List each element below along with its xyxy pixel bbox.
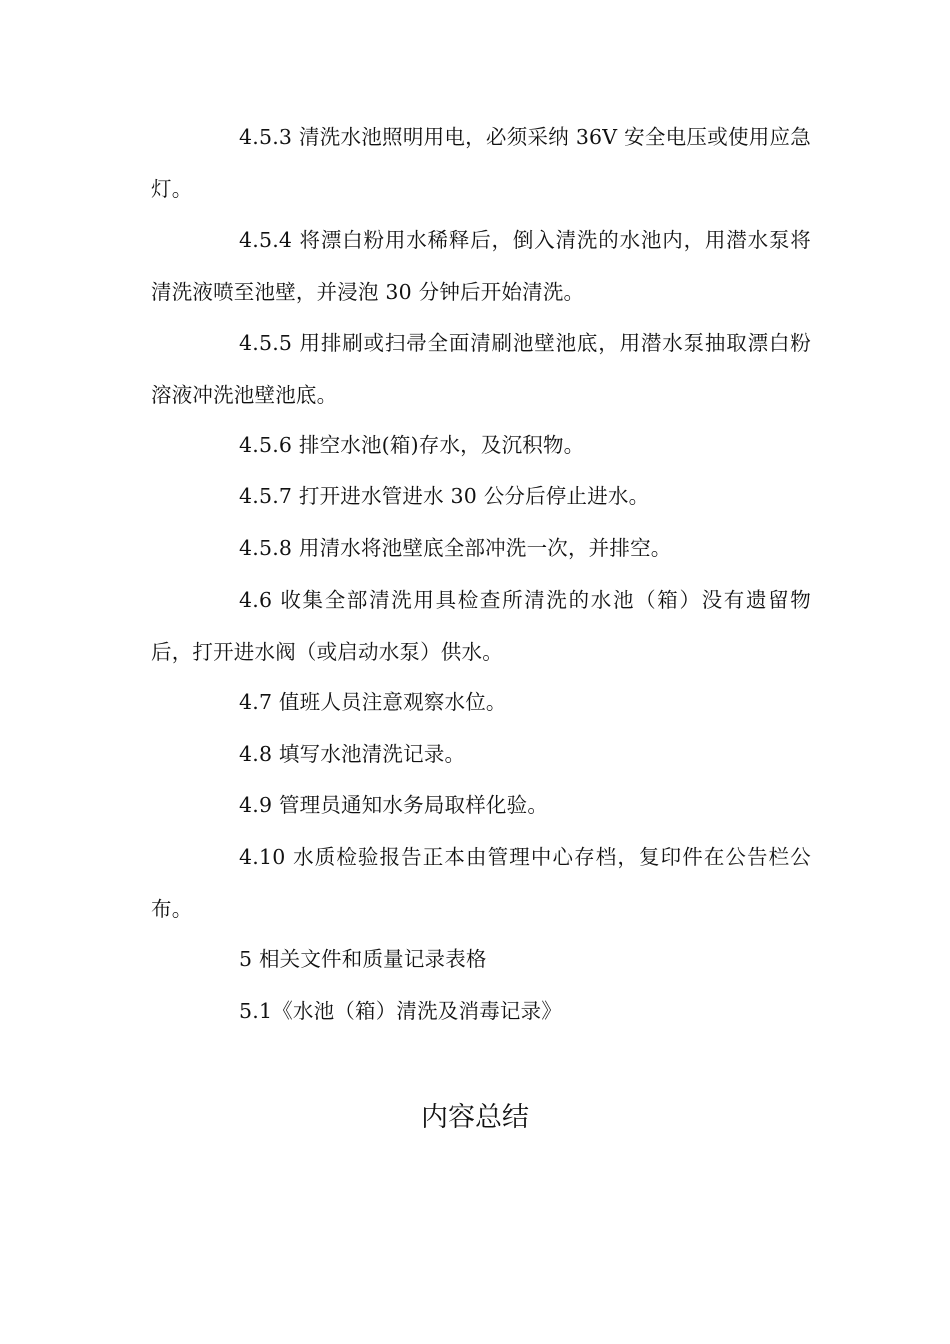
- section-heading-5: 5 相关文件和质量记录表格: [239, 947, 487, 971]
- paragraph-4-7: 4.7 值班人员注意观察水位。: [239, 690, 507, 714]
- paragraph-4-5-4: 4.5.4 将漂白粉用水稀释后，倒入清洗的水池内，用潜水泵将清洗液喷至池壁，并浸泡 30 分钟后开始清洗。: [151, 228, 811, 304]
- paragraph-4-5-7: 4.5.7 打开进水管进水 30 公分后停止进水。: [239, 484, 650, 508]
- paragraph-4-9: 4.9 管理员通知水务局取样化验。: [239, 793, 549, 817]
- paragraph-4-8: 4.8 填写水池清洗记录。: [239, 742, 466, 766]
- paragraph-4-10: 4.10 水质检验报告正本由管理中心存档，复印件在公告栏公布。: [151, 845, 811, 921]
- paragraph-4-5-8: 4.5.8 用清水将池壁底全部冲洗一次，并排空。: [239, 536, 672, 560]
- paragraph-4-5-5: 4.5.5 用排刷或扫帚全面清刷池壁池底，用潜水泵抽取漂白粉溶液冲洗池壁池底。: [151, 331, 811, 407]
- paragraph-4-6: 4.6 收集全部清洗用具检查所清洗的水池（箱）没有遗留物后，打开进水阀（或启动水泵）供水。: [151, 588, 811, 664]
- paragraph-4-5-6: 4.5.6 排空水池(箱)存水，及沉积物。: [239, 433, 585, 457]
- paragraph-5-1: 5.1《水池（箱）清洗及消毒记录》: [239, 999, 563, 1023]
- summary-title: 内容总结: [421, 1102, 529, 1133]
- paragraph-4-5-3: 4.5.3 清洗水池照明用电，必须采纳 36V 安全电压或使用应急灯。: [151, 125, 811, 201]
